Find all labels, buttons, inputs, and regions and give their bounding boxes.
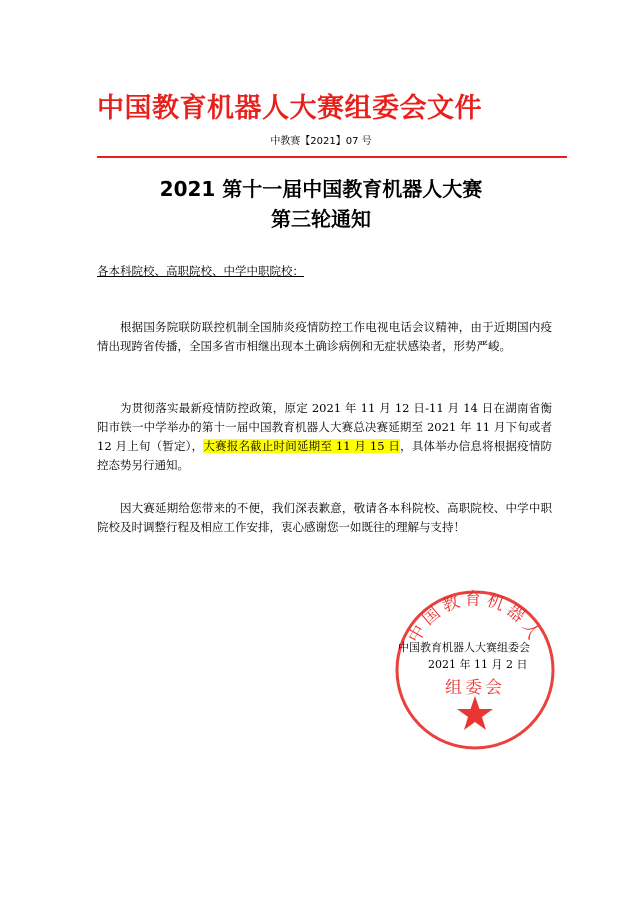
highlighted-deadline: 大赛报名截止时间延期至 11 月 15 日 — [203, 439, 401, 453]
title-line-2: 第三轮通知 — [271, 207, 371, 231]
paragraph-2-text-after: ，具体举办信息将根据疫情防控态势另行通知。 — [97, 439, 553, 472]
paragraph-2 — [97, 399, 552, 475]
seal-arc-text: 中国教育机器人 — [404, 589, 546, 647]
salutation: 各本科院校、高职院校、中学中职院校： — [97, 264, 304, 278]
document-number: 中教赛【2021】07 号 — [270, 136, 372, 147]
title-line-1: 2021 第十一届中国教育机器人大赛 — [159, 177, 483, 201]
paragraph-3: 因大赛延期给您带来的不便，我们深表歉意，敬请各本科院校、高职院校、中学中职院校及时调整行程及相应工作安排，衷心感谢您一如既往的理解与支持！ — [97, 501, 552, 534]
red-divider-line — [97, 156, 567, 158]
issuer-heading: 中国教育机器人大赛组委会文件 — [97, 93, 482, 124]
signature-date: 2021 年 11 月 2 日 — [428, 658, 528, 671]
seal-bottom-text: 组委会 — [445, 678, 505, 698]
signature-organization: 中国教育机器人大赛组委会 — [398, 641, 530, 654]
seal-star-icon — [457, 696, 493, 730]
paragraph-2-text-before: 为贯彻落实最新疫情防控政策，原定 2021 年 11 月 12 日-11 月 14 日在湖南省衡阳市铁一中学举办的第十一届中国教育机器人大赛总决赛延期至 2021 年 11 月下旬或者 12 月上旬（暂定）， — [97, 401, 552, 453]
paragraph-1: 根据国务院联防联控机制全国肺炎疫情防控工作电视电话会议精神，由于近期国内疫情出现跨省传播，全国多省市相继出现本土确诊病例和无症状感染者，形势严峻。 — [97, 320, 552, 353]
